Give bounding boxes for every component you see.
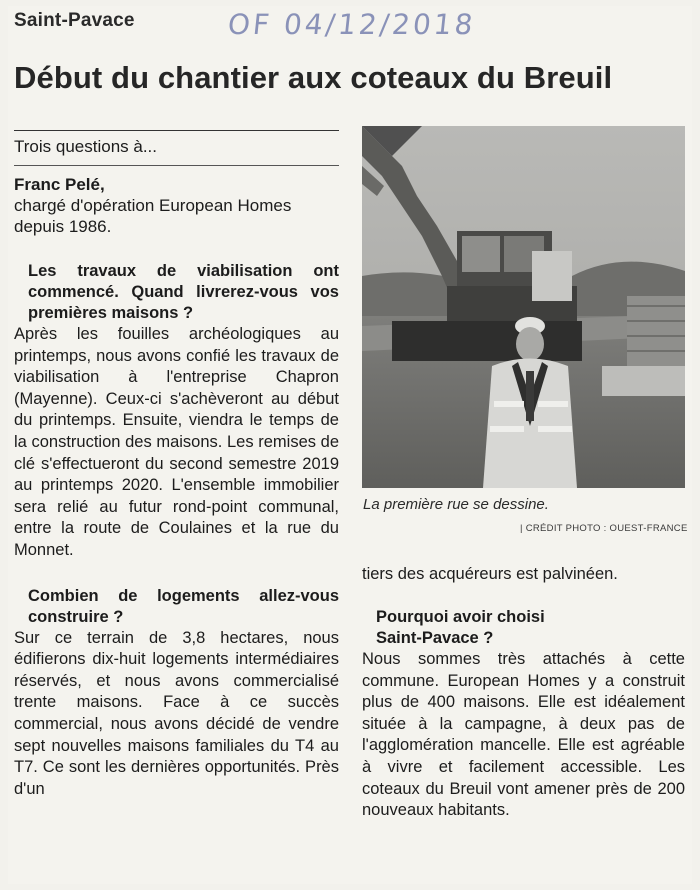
article-headline: Début du chantier aux coteaux du Breuil: [14, 60, 613, 95]
answer-2-continued: tiers des acquéreurs est palvinéen.: [362, 565, 618, 583]
interviewee-role-line-1: chargé d'opération European Homes: [14, 196, 292, 215]
question-3-line-1: Pourquoi avoir choisi: [376, 608, 545, 626]
question-2: Combien de logements allez-vous construire ?: [28, 586, 339, 626]
section-label: Saint-Pavace: [14, 10, 135, 31]
photo-caption: La première rue se dessine.: [363, 496, 549, 513]
interviewee-name: Franc Pelé,: [14, 175, 105, 194]
answer-1: Après les fouilles archéologiques au printemps, nous avons confié les travaux de viabilisation à l'entreprise Chapron (Mayenne). Ceux-ci s'achèveront au début du printemps. Ensuite, viendra le temps de la construction des maisons. Les remises de clé s'effectueront du second semestre 2019 au printemps 2020. L'ensemble immobilier sera relié au futur rond-point communal, entre la route de Coulaines et la rue du Monnet.: [14, 325, 339, 559]
handwritten-date-annotation: OF 04/12/2018: [226, 8, 478, 41]
question-3: [376, 607, 685, 649]
answer-3: Nous sommes très attachés à cette commune. European Homes y a construit plus de 400 maisons. Elle est idéalement située à la campagne, à deux pas de l'agglomération mancelle. Elle est agréable à vivre et facilement accessible. Les coteaux du Breuil vont amener près de 200 nouveaux habitants.: [362, 650, 685, 820]
photo-credit: | CRÉDIT PHOTO : OUEST-FRANCE: [520, 523, 688, 534]
answer-2: Sur ce terrain de 3,8 hectares, nous édifierons dix-huit logements intermédiaires réservés, et nous avons commercialisé trente maisons. Face à ce succès commercial, nous avons décidé de vendre sept nouvelles maisons familiales du T4 au T7. Ce sont les dernières opportunités. Près d'un: [14, 628, 339, 798]
column-top-rule: [14, 130, 339, 131]
question-3-line-2: Saint-Pavace ?: [376, 629, 494, 647]
left-column: [14, 130, 339, 800]
photo-excavator-and-man: [362, 126, 685, 488]
interviewee-role-line-2: depuis 1986.: [14, 217, 112, 236]
interview-kicker: Trois questions à...: [14, 137, 157, 156]
question-1: Les travaux de viabilisation ont commencé. Quand livrerez-vous vos premières maisons ?: [28, 262, 339, 322]
right-column: [362, 564, 685, 822]
kicker-rule: [14, 165, 339, 166]
article-photo: [362, 126, 685, 488]
